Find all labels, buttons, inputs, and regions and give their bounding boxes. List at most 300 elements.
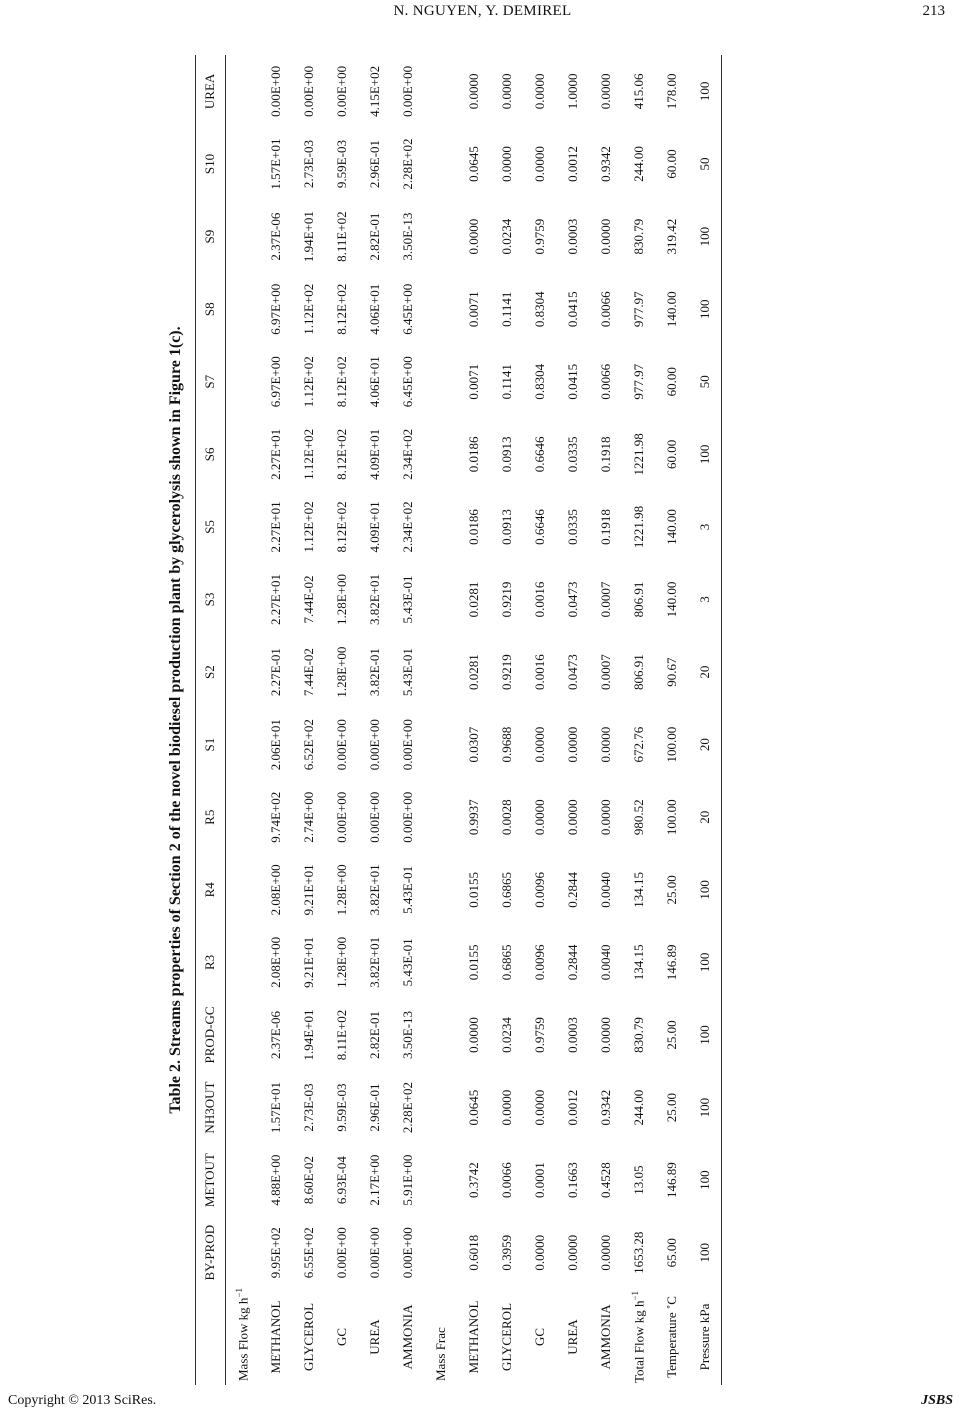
- table-cell: 0.0000: [531, 726, 547, 763]
- table-cell: 2.27E+01: [267, 501, 283, 553]
- table-cell: 6.97E+00: [267, 356, 283, 408]
- table-cell: 3: [688, 491, 722, 564]
- table-cell: 0.0000: [597, 726, 613, 763]
- table-cell: 9.74E+02: [267, 791, 283, 843]
- table-body: [226, 55, 722, 1385]
- column-header: METOUT: [196, 1144, 226, 1217]
- row-label: Temperature ˚C: [663, 1296, 679, 1378]
- table-cell: 1.28E+00: [333, 936, 349, 988]
- table-cell: 0.0000: [531, 146, 547, 182]
- table-cell: 8.11E+02: [333, 211, 349, 262]
- row-label: Pressure kPa: [688, 1289, 722, 1385]
- table-cell: 0.0186: [465, 509, 481, 545]
- table-cell: 0.0000: [564, 726, 580, 763]
- table-row: [655, 55, 688, 1385]
- empty-cell: [226, 491, 260, 564]
- table-cell: 5.43E-01: [399, 648, 415, 697]
- table-cell: 90.67: [663, 657, 679, 687]
- table-cell: 0.3742: [465, 1162, 481, 1199]
- table-cell: 100: [688, 1071, 722, 1144]
- empty-cell: [424, 55, 457, 128]
- table-cell: 0.0155: [465, 871, 481, 908]
- column-header: PROD-GC: [196, 999, 226, 1072]
- table-cell: 0.00E+00: [300, 65, 316, 117]
- table-row: [424, 55, 457, 1385]
- table-cell: 6.55E+02: [300, 1227, 316, 1279]
- table-cell: 2.08E+00: [267, 864, 283, 916]
- table-cell: 0.0000: [498, 73, 514, 110]
- table-cell: 2.17E+00: [366, 1154, 382, 1206]
- row-label: METHANOL: [465, 1300, 481, 1374]
- table-cell: 0.0415: [564, 363, 580, 400]
- table-cell: 50: [688, 345, 722, 418]
- empty-cell: [424, 418, 457, 491]
- table-cell: 9.95E+02: [267, 1227, 283, 1279]
- table-cell: 0.00E+00: [333, 65, 349, 117]
- table-cell: 6.93E-04: [333, 1156, 349, 1205]
- table-cell: 0.0000: [465, 218, 481, 255]
- empty-cell: [226, 200, 260, 273]
- table-cell: 0.0066: [597, 291, 613, 328]
- table-cell: 3.82E-01: [366, 648, 382, 697]
- empty-cell: [226, 1144, 260, 1217]
- row-label: Mass Frac: [432, 1327, 448, 1381]
- table-row: [523, 55, 556, 1385]
- empty-cell: [424, 708, 457, 781]
- table-row: [556, 55, 589, 1385]
- table-cell: 0.0096: [531, 944, 547, 981]
- empty-cell: [226, 273, 260, 346]
- table-cell: 0.0000: [597, 73, 613, 110]
- table-cell: 0.2844: [564, 944, 580, 981]
- table-cell: 0.6646: [531, 509, 547, 545]
- empty-cell: [424, 345, 457, 418]
- empty-cell: [226, 1071, 260, 1144]
- table-cell: 977.97: [630, 363, 646, 400]
- empty-cell: [226, 926, 260, 999]
- table-cell: 3.82E+01: [366, 864, 382, 916]
- row-label: AMMONIA: [597, 1304, 613, 1370]
- table-cell: 0.0234: [498, 1017, 514, 1053]
- table-cell: 25.00: [663, 1020, 679, 1050]
- table-cell: 2.28E+02: [399, 138, 415, 190]
- table-cell: 0.0000: [597, 218, 613, 255]
- table-cell: 244.00: [630, 1089, 646, 1126]
- table-cell: 0.0335: [564, 509, 580, 545]
- table-caption: Table 2. Streams properties of Section 2 of the novel biodiesel production plant by glycerolysis shown in Figure 1(c).: [167, 326, 184, 1114]
- table-cell: 0.00E+00: [399, 791, 415, 843]
- table-cell: 20: [688, 781, 722, 854]
- table-cell: 0.0000: [498, 146, 514, 182]
- table-cell: 0.0645: [465, 1089, 481, 1126]
- empty-cell: [424, 273, 457, 346]
- table-cell: 4.88E+00: [267, 1154, 283, 1206]
- empty-cell: [424, 1216, 457, 1289]
- table-cell: 8.12E+02: [333, 283, 349, 335]
- table-cell: 60.00: [663, 149, 679, 179]
- table-cell: 1.12E+02: [300, 283, 316, 335]
- table-cell: 1.12E+02: [300, 356, 316, 408]
- empty-cell: [226, 55, 260, 128]
- table-cell: 0.0012: [564, 146, 580, 182]
- table-cell: 178.00: [663, 73, 679, 110]
- table-cell: 3.82E+01: [366, 936, 382, 988]
- column-header: S7: [196, 345, 226, 418]
- table-cell: 100.00: [663, 726, 679, 763]
- empty-cell: [424, 636, 457, 709]
- table-cell: 0.0186: [465, 436, 481, 473]
- table-cell: 0.9759: [531, 1017, 547, 1053]
- table-cell: 0.9342: [597, 1089, 613, 1126]
- column-header: NH3OUT: [196, 1071, 226, 1144]
- table-cell: 0.0003: [564, 1017, 580, 1053]
- table-cell: 0.0281: [465, 654, 481, 690]
- empty-cell: [226, 418, 260, 491]
- table-cell: 0.0000: [531, 1234, 547, 1271]
- table-cell: 0.00E+00: [333, 1227, 349, 1279]
- table-cell: 0.0155: [465, 944, 481, 981]
- table-cell: 0.0000: [597, 1017, 613, 1053]
- journal-abbrev: JSBS: [921, 1393, 953, 1408]
- table-row: [589, 55, 622, 1385]
- column-header: S5: [196, 491, 226, 564]
- table-cell: 0.0473: [564, 581, 580, 618]
- table-cell: 20: [688, 636, 722, 709]
- header-corner: [196, 1289, 226, 1385]
- table-cell: 65.00: [663, 1238, 679, 1268]
- table-cell: 1.28E+00: [333, 646, 349, 698]
- row-label: UREA: [366, 1319, 382, 1355]
- table-row: [259, 55, 292, 1385]
- table-cell: 1.28E+00: [333, 864, 349, 916]
- empty-cell: [226, 781, 260, 854]
- table-cell: 8.12E+02: [333, 501, 349, 553]
- table-cell: 60.00: [663, 439, 679, 469]
- table-cell: 60.00: [663, 367, 679, 397]
- table-cell: 0.0415: [564, 291, 580, 328]
- column-header: UREA: [196, 55, 226, 128]
- column-header: S6: [196, 418, 226, 491]
- table-cell: 0.0071: [465, 363, 481, 400]
- column-header: S2: [196, 636, 226, 709]
- table-cell: 2.34E+02: [399, 501, 415, 553]
- table-cell: 0.1141: [498, 291, 514, 327]
- table-cell: 830.79: [630, 218, 646, 255]
- table-cell: 2.37E-06: [267, 212, 283, 261]
- table-cell: 6.52E+02: [300, 719, 316, 771]
- table-cell: 100: [688, 1216, 722, 1289]
- row-label: UREA: [564, 1319, 580, 1355]
- page-number: 213: [922, 3, 945, 19]
- table-cell: 0.00E+00: [399, 1227, 415, 1279]
- table-cell: 0.0066: [498, 1162, 514, 1199]
- table-row: [226, 55, 260, 1385]
- table-cell: 806.91: [630, 581, 646, 618]
- table-cell: 2.06E+01: [267, 719, 283, 771]
- empty-cell: [424, 563, 457, 636]
- table-cell: 0.9219: [498, 581, 514, 618]
- table-cell: 5.43E-01: [399, 938, 415, 987]
- table-cell: 6.45E+00: [399, 283, 415, 335]
- table-cell: 0.00E+00: [366, 1227, 382, 1279]
- table-cell: 0.00E+00: [267, 65, 283, 117]
- table-cell: 1.94E+01: [300, 1009, 316, 1061]
- table-cell: 0.6865: [498, 871, 514, 908]
- table-cell: 2.28E+02: [399, 1082, 415, 1134]
- table-cell: 0.9342: [597, 146, 613, 182]
- table-cell: 140.00: [663, 581, 679, 618]
- table-row: [457, 55, 490, 1385]
- table-cell: 134.15: [630, 944, 646, 981]
- table-cell: 0.00E+00: [333, 791, 349, 843]
- table-cell: 0.1663: [564, 1162, 580, 1199]
- table-cell: 100: [688, 1144, 722, 1217]
- table-cell: 0.6646: [531, 436, 547, 473]
- table-cell: 0.8304: [531, 291, 547, 328]
- column-header: R5: [196, 781, 226, 854]
- table-cell: 0.1918: [597, 436, 613, 473]
- table-cell: 100: [688, 200, 722, 273]
- table-row: [325, 55, 358, 1385]
- column-header: R4: [196, 854, 226, 927]
- streams-table: [195, 55, 722, 1385]
- table-cell: 0.0000: [465, 73, 481, 110]
- table-cell: 0.0473: [564, 654, 580, 690]
- table-cell: 5.43E-01: [399, 865, 415, 914]
- table-cell: 4.09E+01: [366, 501, 382, 553]
- table-cell: 1.57E+01: [267, 1082, 283, 1134]
- table-cell: 8.11E+02: [333, 1009, 349, 1061]
- empty-cell: [226, 128, 260, 201]
- table-row: [490, 55, 523, 1385]
- row-label: GLYCEROL: [300, 1302, 316, 1372]
- table-cell: 100: [688, 273, 722, 346]
- table-cell: 0.0016: [531, 654, 547, 690]
- column-header: BY-PROD: [196, 1216, 226, 1289]
- table-cell: 3.50E-13: [399, 1010, 415, 1059]
- table-cell: 2.34E+02: [399, 428, 415, 480]
- table-cell: 0.0000: [531, 73, 547, 110]
- table-row: [391, 55, 424, 1385]
- table-cell: 0.0000: [531, 799, 547, 836]
- row-label: METHANOL: [267, 1300, 283, 1374]
- table-cell: 0.00E+00: [399, 65, 415, 117]
- column-header: S1: [196, 708, 226, 781]
- table-cell: 9.21E+01: [300, 864, 316, 916]
- empty-cell: [424, 1144, 457, 1217]
- table-cell: 1.57E+01: [267, 138, 283, 190]
- table-cell: 2.73E-03: [300, 1083, 316, 1132]
- table-cell: 6.97E+00: [267, 283, 283, 335]
- table-cell: 2.08E+00: [267, 936, 283, 988]
- empty-cell: [424, 999, 457, 1072]
- table-cell: 3.82E+01: [366, 574, 382, 626]
- table-cell: 672.76: [630, 726, 646, 763]
- copyright-notice: Copyright © 2013 SciRes.: [8, 1393, 157, 1408]
- table-cell: 13.05: [630, 1165, 646, 1195]
- table-cell: 0.1141: [498, 364, 514, 400]
- table-cell: 0.0281: [465, 581, 481, 618]
- table-cell: 0.00E+00: [366, 791, 382, 843]
- empty-cell: [424, 926, 457, 999]
- table-cell: 2.27E+01: [267, 428, 283, 480]
- table-cell: 8.12E+02: [333, 428, 349, 480]
- table-cell: 25.00: [663, 875, 679, 905]
- table-cell: 0.0040: [597, 871, 613, 908]
- table-cell: 9.59E-03: [333, 1083, 349, 1132]
- table-cell: 2.37E-06: [267, 1010, 283, 1059]
- table-cell: 0.9219: [498, 654, 514, 690]
- column-header: S3: [196, 563, 226, 636]
- table-cell: 3: [688, 563, 722, 636]
- table-cell: 319.42: [663, 218, 679, 255]
- table-cell: 100: [688, 926, 722, 999]
- table-cell: 100: [688, 418, 722, 491]
- table-cell: 4.09E+01: [366, 428, 382, 480]
- table-cell: 2.96E-01: [366, 140, 382, 189]
- empty-cell: [424, 854, 457, 927]
- table-cell: 0.0234: [498, 218, 514, 255]
- table-cell: 0.6018: [465, 1234, 481, 1271]
- empty-cell: [226, 708, 260, 781]
- table-cell: 0.0307: [465, 726, 481, 763]
- table-cell: 2.27E+01: [267, 574, 283, 626]
- table-cell: 0.0003: [564, 218, 580, 255]
- table-cell: 0.0645: [465, 146, 481, 182]
- table-cell: 140.00: [663, 291, 679, 328]
- table-cell: 9.21E+01: [300, 936, 316, 988]
- row-label: AMMONIA: [399, 1304, 415, 1370]
- table-cell: 0.0913: [498, 436, 514, 473]
- empty-cell: [226, 854, 260, 927]
- table-cell: 0.8304: [531, 363, 547, 400]
- table-cell: 4.06E+01: [366, 356, 382, 408]
- table-cell: 8.12E+02: [333, 356, 349, 408]
- table-cell: 977.97: [630, 291, 646, 328]
- table-cell: 7.44E-02: [300, 575, 316, 624]
- table-cell: 244.00: [630, 146, 646, 182]
- table-cell: 100.00: [663, 799, 679, 836]
- column-header: S9: [196, 200, 226, 273]
- table-cell: 806.91: [630, 654, 646, 690]
- table-cell: 0.0096: [531, 871, 547, 908]
- table-cell: 100: [688, 999, 722, 1072]
- table-cell: 0.0071: [465, 291, 481, 328]
- row-label: Mass Flow kg $h^{-1}$: [233, 1287, 251, 1381]
- empty-cell: [424, 1071, 457, 1144]
- empty-cell: [226, 345, 260, 418]
- table-cell: 3.50E-13: [399, 212, 415, 261]
- table-cell: 0.0000: [597, 1234, 613, 1271]
- table-cell: 1.12E+02: [300, 428, 316, 480]
- empty-cell: [226, 999, 260, 1072]
- table-cell: 0.0000: [564, 1234, 580, 1271]
- table-cell: 0.00E+00: [399, 719, 415, 771]
- table-cell: 0.0000: [498, 1089, 514, 1126]
- table-row: [292, 55, 325, 1385]
- table-cell: 134.15: [630, 871, 646, 908]
- table-cell: 0.0001: [531, 1162, 547, 1199]
- table-cell: 0.0012: [564, 1089, 580, 1126]
- table-cell: 0.0000: [465, 1017, 481, 1053]
- table-cell: 2.27E-01: [267, 648, 283, 697]
- empty-cell: [226, 636, 260, 709]
- table-cell: 100: [688, 854, 722, 927]
- table-row: [688, 55, 722, 1385]
- table-cell: 980.52: [630, 799, 646, 836]
- table-cell: 6.45E+00: [399, 356, 415, 408]
- table-cell: 415.06: [630, 73, 646, 110]
- table-cell: 0.0000: [597, 799, 613, 836]
- table-cell: 1.12E+02: [300, 501, 316, 553]
- table-cell: 8.60E-02: [300, 1156, 316, 1205]
- table-cell: 2.96E-01: [366, 1083, 382, 1132]
- row-label: GC: [531, 1327, 547, 1347]
- table-cell: 146.89: [663, 944, 679, 981]
- table-cell: 1653.28: [630, 1231, 646, 1274]
- rotated-table-block: [165, 55, 795, 1385]
- table-cell: 0.9759: [531, 218, 547, 255]
- empty-cell: [226, 563, 260, 636]
- empty-cell: [226, 1216, 260, 1289]
- table-cell: 0.4528: [597, 1162, 613, 1199]
- table-cell: 2.82E-01: [366, 212, 382, 261]
- empty-cell: [424, 491, 457, 564]
- row-label: GLYCEROL: [498, 1302, 514, 1372]
- table-cell: 20: [688, 708, 722, 781]
- table-cell: 1.28E+00: [333, 574, 349, 626]
- column-header: R3: [196, 926, 226, 999]
- table-cell: 0.00E+00: [366, 719, 382, 771]
- table-cell: 0.0913: [498, 509, 514, 545]
- table-cell: 0.00E+00: [333, 719, 349, 771]
- table-cell: 0.0000: [531, 1089, 547, 1126]
- row-label: GC: [333, 1327, 349, 1347]
- table-cell: 4.15E+02: [366, 65, 382, 117]
- table-cell: 0.9937: [465, 799, 481, 836]
- table-cell: 0.0028: [498, 799, 514, 836]
- table-cell: 0.0016: [531, 581, 547, 618]
- empty-cell: [424, 200, 457, 273]
- table-cell: 0.9688: [498, 726, 514, 763]
- column-header: S8: [196, 273, 226, 346]
- table-row: [622, 55, 655, 1385]
- table-cell: 0.6865: [498, 944, 514, 981]
- table-cell: 1221.98: [630, 505, 646, 549]
- table-cell: 4.06E+01: [366, 283, 382, 335]
- table-cell: 0.0000: [564, 799, 580, 836]
- table-cell: 0.0007: [597, 654, 613, 690]
- table-cell: 25.00: [663, 1092, 679, 1123]
- table-cell: 0.2844: [564, 871, 580, 908]
- table-cell: 0.3959: [498, 1234, 514, 1271]
- row-label: Total Flow kg $h^{-1}$: [629, 1290, 647, 1384]
- table-cell: 1.94E+01: [300, 211, 316, 263]
- table-cell: 0.1918: [597, 509, 613, 545]
- empty-cell: [424, 128, 457, 201]
- table-cell: 7.44E-02: [300, 648, 316, 697]
- running-header: N. NGUYEN, Y. DEMIREL: [393, 3, 572, 19]
- empty-cell: [424, 781, 457, 854]
- table-cell: 0.0335: [564, 436, 580, 473]
- table-cell: 1.0000: [564, 73, 580, 110]
- table-cell: 2.82E-01: [366, 1010, 382, 1059]
- table-cell: 2.73E-03: [300, 140, 316, 189]
- table-cell: 146.89: [663, 1162, 679, 1199]
- table-header-row: [196, 55, 226, 1385]
- table-cell: 0.0040: [597, 944, 613, 981]
- table-cell: 0.0066: [597, 363, 613, 400]
